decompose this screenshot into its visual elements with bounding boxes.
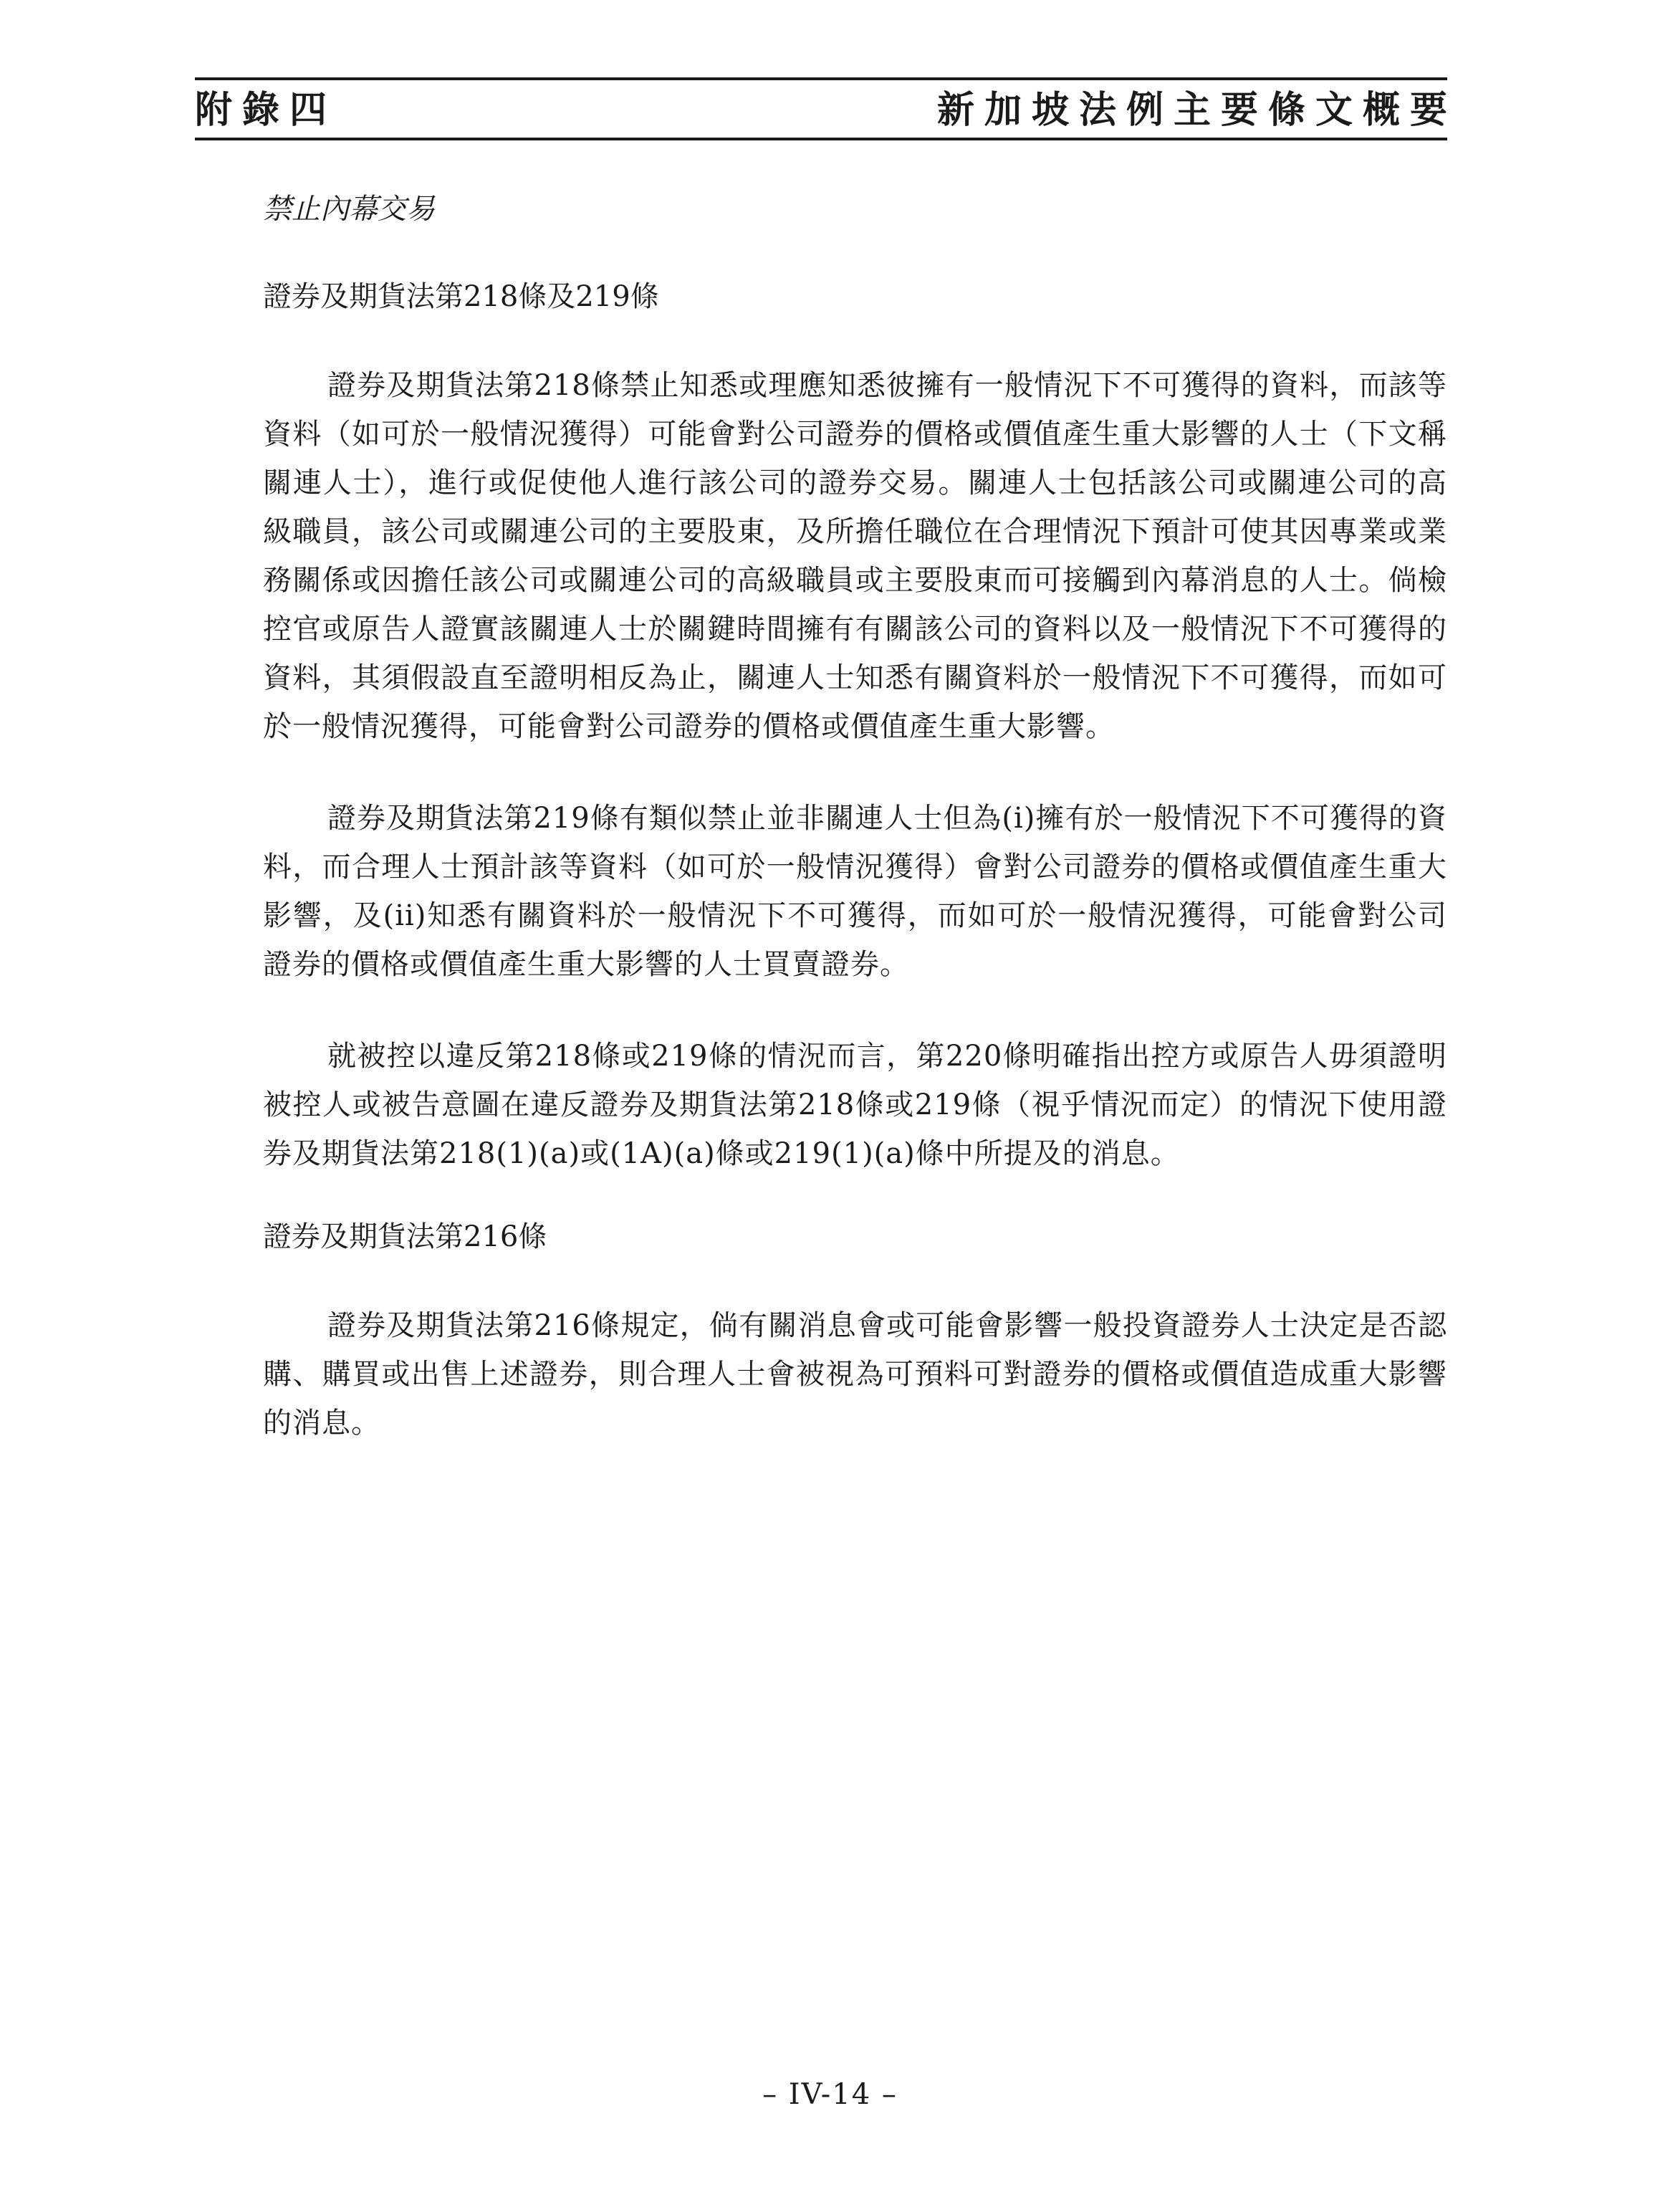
sub-heading-218-219: 證券及期貨法第218條及219條	[263, 280, 659, 313]
paragraph-section-219: 證券及期貨法第219條有類似禁止並非關連人士但為(i)擁有於一般情況下不可獲得的資料，而合理人士預計該等資料（如可於一般情況獲得）會對公司證券的價格或價值產生重大影響，及(ii)知悉有關資料於一般情況下不可獲得，而如可於一般情況獲得，可能會對公司證券的價格或價值產生重大影響的人士買賣證券。	[263, 802, 1447, 981]
paragraph-section-220: 就被控以違反第218條或219條的情況而言，第220條明確指出控方或原告人毋須證明被控人或被告意圖在違反證券及期貨法第218條或219條（視乎情況而定）的情況下使用證券及期貨法第218(1)(a)或(1A)(a)條或219(1)(a)條中所提及的消息。	[263, 1040, 1447, 1170]
page-header	[195, 77, 1457, 143]
appendix-title: 新加坡法例主要條文概要	[936, 88, 1457, 132]
appendix-label: 附錄四	[195, 88, 337, 132]
page-number: – IV-14 –	[762, 2078, 898, 2111]
main-content	[263, 188, 1447, 1447]
header-top-rule	[195, 77, 1447, 80]
sub-heading-216: 證券及期貨法第216條	[263, 1220, 547, 1253]
paragraph-section-216: 證券及期貨法第216條規定，倘有關消息會或可能會影響一般投資證券人士決定是否認購、購買或出售上述證券，則合理人士會被視為可預料可對證券的價格或價值造成重大影響的消息。	[263, 1309, 1447, 1440]
section-title: 禁止內幕交易	[263, 193, 435, 226]
header-bottom-rule	[195, 138, 1447, 140]
paragraph-section-218: 證券及期貨法第218條禁止知悉或理應知悉彼擁有一般情況下不可獲得的資料，而該等資料（如可於一般情況獲得）可能會對公司證券的價格或價值產生重大影響的人士（下文稱關連人士），進行或促使他人進行該公司的證券交易。關連人士包括該公司或關連公司的高級職員，該公司或關連公司的主要股東，及所擔任職位在合理情況下預計可使其因專業或業務關係或因擔任該公司或關連公司的高級職員或主要股東而可接觸到內幕消息的人士。倘檢控官或原告人證實該關連人士於關鍵時間擁有有關該公司的資料以及一般情況下不可獲得的資料，其須假設直至證明相反為止，關連人士知悉有關資料於一般情況下不可獲得，而如可於一般情況獲得，可能會對公司證券的價格或價值產生重大影響。	[263, 369, 1447, 743]
